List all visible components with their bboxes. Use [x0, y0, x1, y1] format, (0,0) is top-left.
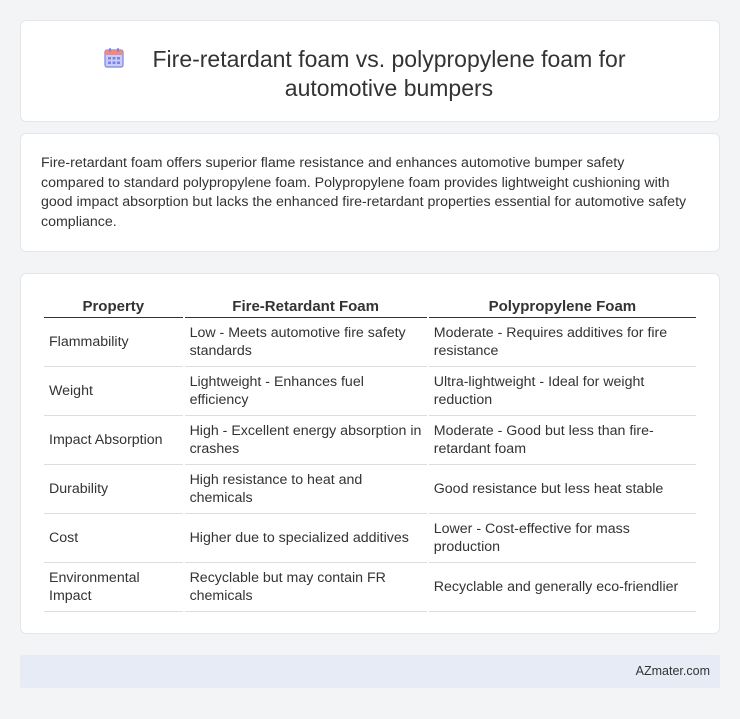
fire-retardant-cell: High resistance to heat and chemicals — [185, 465, 427, 514]
summary-text: Fire-retardant foam offers superior flame resistance and enhances automotive bumper safety compared to standard polypropylene foam. Polypropylene foam provides lightweight cushioning with good impact absorption but lacks the enhanced fire-retardant properties essential for automotive safety compliance. — [41, 155, 687, 230]
title-card — [20, 20, 720, 122]
property-cell: Impact Absorption — [44, 416, 183, 465]
footer-bar — [20, 655, 720, 688]
property-cell: Durability — [44, 465, 183, 514]
property-cell: Environmental Impact — [44, 563, 183, 612]
polypropylene-cell: Moderate - Good but less than fire-retardant foam — [429, 416, 696, 465]
fire-retardant-cell: Higher due to specialized additives — [185, 514, 427, 563]
fire-retardant-cell: Recyclable but may contain FR chemicals — [185, 563, 427, 612]
header-fire-retardant: Fire-Retardant Foam — [185, 296, 427, 318]
property-cell: Cost — [44, 514, 183, 563]
polypropylene-cell: Moderate - Requires additives for fire resistance — [429, 318, 696, 367]
fire-retardant-cell: Low - Meets automotive fire safety standards — [185, 318, 427, 367]
footer-brand[interactable]: AZmater.com — [635, 664, 710, 678]
table-row — [44, 514, 696, 563]
fire-retardant-cell: Lightweight - Enhances fuel efficiency — [185, 367, 427, 416]
summary-card — [20, 133, 720, 252]
comparison-table — [42, 296, 698, 612]
comparison-card — [20, 273, 720, 634]
table-row — [44, 318, 696, 367]
fire-retardant-cell: High - Excellent energy absorption in crashes — [185, 416, 427, 465]
polypropylene-cell: Lower - Cost-effective for mass production — [429, 514, 696, 563]
header-polypropylene: Polypropylene Foam — [429, 296, 696, 318]
property-cell: Flammability — [44, 318, 183, 367]
property-cell: Weight — [44, 367, 183, 416]
table-header-row — [44, 296, 696, 318]
header-property: Property — [44, 296, 183, 318]
polypropylene-cell: Good resistance but less heat stable — [429, 465, 696, 514]
table-row — [44, 465, 696, 514]
polypropylene-cell: Recyclable and generally eco-friendlier — [429, 563, 696, 612]
table-row — [44, 367, 696, 416]
table-row — [44, 416, 696, 465]
page-title: Fire-retardant foam vs. polypropylene foam for automotive bumpers — [152, 46, 626, 101]
table-row — [44, 563, 696, 612]
polypropylene-cell: Ultra-lightweight - Ideal for weight reduction — [429, 367, 696, 416]
